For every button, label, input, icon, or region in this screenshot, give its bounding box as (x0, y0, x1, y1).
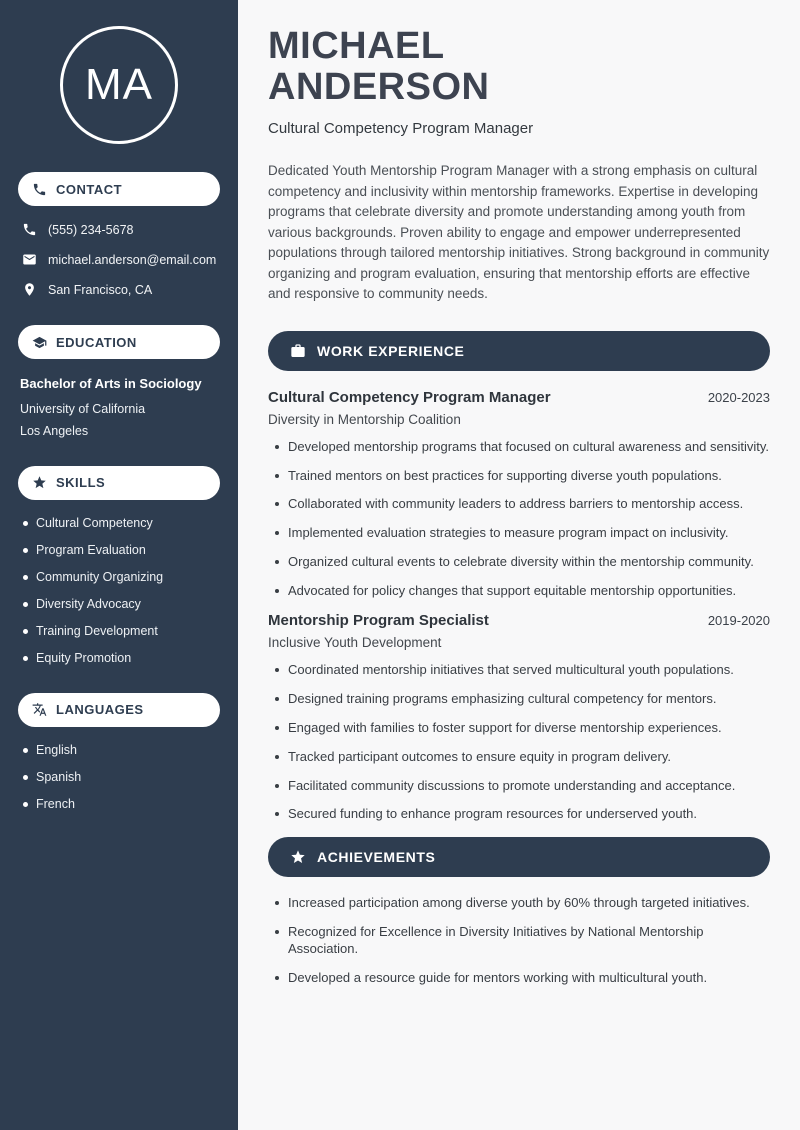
skill-item: Program Evaluation (36, 543, 216, 557)
first-name: MICHAEL (268, 25, 445, 67)
job-bullet: Developed mentorship programs that focused on cultural awareness and sensitivity. (288, 438, 770, 454)
job-bullet: Facilitated community discussions to promote understanding and acceptance. (288, 778, 770, 795)
job-bullet: Collaborated with community leaders to address barriers to mentorship access. (288, 496, 770, 513)
achievement-bullet: Developed a resource guide for mentors working with multicultural youth. (288, 970, 770, 987)
job-entry (268, 612, 770, 823)
job-bullet: Coordinated mentorship initiatives that served multicultural youth populations. (288, 662, 770, 679)
sidebar (0, 0, 238, 1130)
email-address: michael.anderson@email.com (48, 252, 217, 267)
school-location: Los Angeles (20, 423, 89, 438)
page-title (268, 26, 770, 108)
job-bullet: Secured funding to enhance program resources for underserved youth. (288, 806, 770, 823)
language-item: French (36, 797, 216, 811)
job-bullet-list (274, 439, 770, 600)
skill-item: Training Development (36, 624, 216, 638)
avatar (60, 26, 178, 144)
location-text: San Francisco, CA (48, 282, 153, 297)
job-bullet: Trained mentors on best practices for supporting diverse youth populations. (288, 468, 770, 485)
star-icon (32, 475, 47, 490)
school-name: University of California (20, 401, 146, 416)
skills-section-header (18, 466, 220, 500)
language-item: English (36, 743, 216, 757)
phone-icon (22, 222, 37, 237)
job-bullet: Tracked participant outcomes to ensure equity in program delivery. (288, 749, 770, 766)
achievements-list (274, 895, 770, 987)
languages-section-header (18, 693, 220, 727)
skill-item: Community Organizing (36, 570, 216, 584)
graduation-cap-icon (32, 335, 47, 350)
skills-list (22, 516, 216, 665)
star-icon (290, 849, 306, 865)
skills-section-label: SKILLS (56, 475, 106, 491)
language-item: Spanish (36, 770, 216, 784)
skill-item: Diversity Advocacy (36, 597, 216, 611)
avatar-initials: MA (85, 60, 153, 109)
job-bullet-list (274, 662, 770, 823)
job-company: Diversity in Mentorship Coalition (268, 411, 461, 427)
skill-item: Cultural Competency (36, 516, 216, 530)
languages-section-label: LANGUAGES (56, 702, 144, 718)
contact-section-label: CONTACT (56, 181, 123, 197)
summary-paragraph: Dedicated Youth Mentorship Program Manager with a strong emphasis on cultural competency and inclusivity within mentorship frameworks. Expertise in developing programs that celebrate diversity and promote understanding among youth from various backgrounds. Proven ability to engage and empower underrepresented populations through tailored mentorship initiatives. Strong background in community organizing and program evaluation, ensuring that mentorship efforts are effective and responsive to community needs. (268, 163, 770, 302)
degree-title: Bachelor of Arts in Sociology (20, 376, 202, 391)
job-dates: 2019-2020 (707, 613, 770, 629)
skill-item: Equity Promotion (36, 651, 216, 665)
location-pin-icon (22, 282, 37, 297)
achievement-bullet: Increased participation among diverse youth by 60% through targeted initiatives. (288, 895, 770, 912)
work-experience-section-header (268, 331, 770, 371)
last-name: ANDERSON (268, 66, 490, 109)
job-header (268, 389, 770, 406)
achievement-bullet: Recognized for Excellence in Diversity Initiatives by National Mentorship Association. (288, 924, 770, 958)
contact-section-header (18, 172, 220, 206)
email-icon (22, 252, 37, 267)
job-title: Mentorship Program Specialist (268, 612, 489, 630)
briefcase-icon (290, 343, 306, 359)
professional-title: Cultural Competency Program Manager (268, 120, 534, 138)
job-bullet: Organized cultural events to celebrate diversity within the mentorship community. (288, 554, 770, 571)
job-title: Cultural Competency Program Manager (268, 388, 551, 406)
job-header (268, 612, 770, 629)
contact-location-row (22, 282, 216, 297)
job-bullet: Designed training programs emphasizing cultural competency for mentors. (288, 691, 770, 708)
job-entry (268, 389, 770, 600)
job-bullet: Advocated for policy changes that support equitable mentorship opportunities. (288, 583, 770, 600)
work-experience-section-label: WORK EXPERIENCE (317, 342, 465, 359)
languages-list (22, 743, 216, 811)
translate-icon (32, 702, 47, 717)
achievements-section-header (268, 837, 770, 877)
phone-number: (555) 234-5678 (48, 222, 134, 237)
job-company: Inclusive Youth Development (268, 635, 442, 651)
job-bullet: Implemented evaluation strategies to measure program impact on inclusivity. (288, 525, 770, 542)
job-dates: 2020-2023 (707, 389, 770, 405)
education-section-label: EDUCATION (56, 334, 137, 350)
contact-phone-row (22, 222, 216, 237)
phone-icon (32, 182, 47, 197)
contact-email-row (22, 252, 216, 267)
main-content (238, 0, 800, 1130)
job-bullet: Engaged with families to foster support for diverse mentorship experiences. (288, 720, 770, 737)
achievements-section-label: ACHIEVEMENTS (317, 849, 436, 866)
education-section-header (18, 325, 220, 359)
